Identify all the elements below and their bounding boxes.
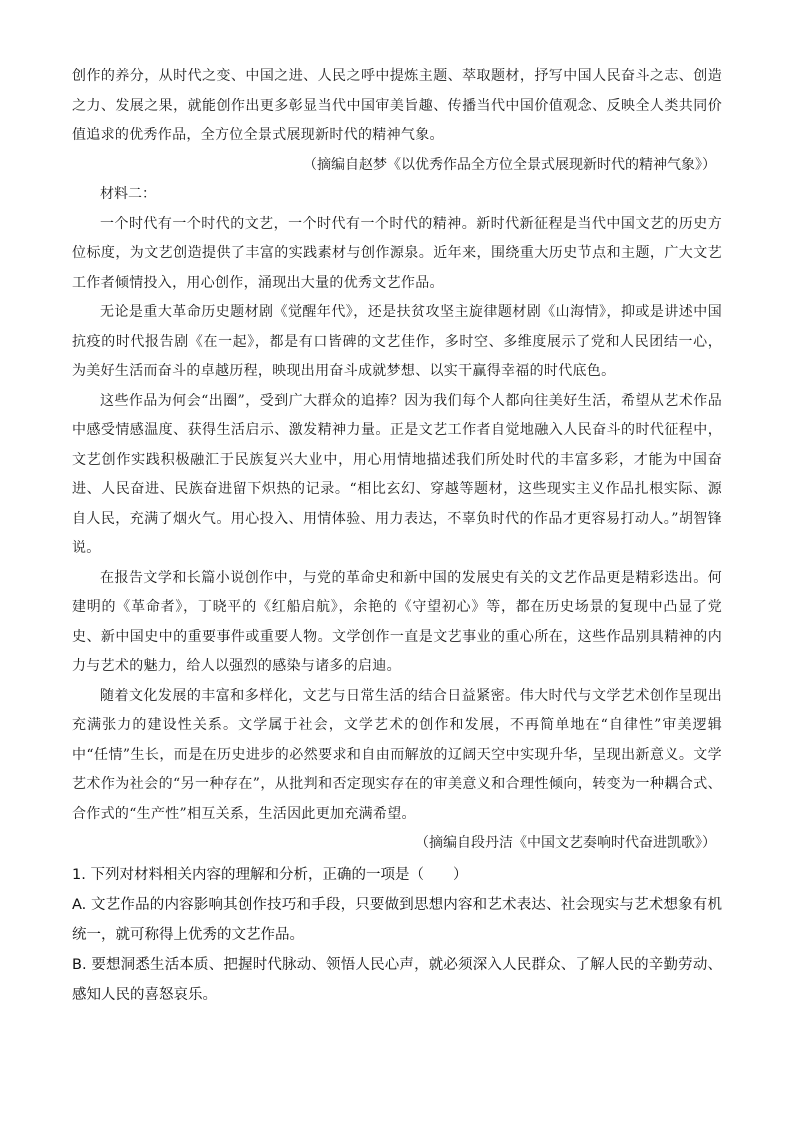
document-page [72, 62, 722, 1010]
material1-source: （摘编自赵梦《以优秀作品全方位全景式展现新时代的精神气象》） [303, 156, 716, 173]
question-1-stem: 1. 下列对材料相关内容的理解和分析，正确的一项是（ ） [72, 866, 468, 883]
material1-tail-paragraph: 创作的养分，从时代之变、中国之进、人民之呼中提炼主题、萃取题材，抒写中国人民奋斗之志、创造之力、发展之果，就能创作出更多彰显当代中国审美旨趣、传播当代中国价值观念、反映全人类共同价值追求的优秀作品，全方位全景式展现新时代的精神气象。 [72, 68, 722, 143]
material2-paragraph-2: 无论是重大革命历史题材剧《觉醒年代》，还是扶贫攻坚主旋律题材剧《山海情》，抑或是讲述中国抗疫的时代报告剧《在一起》，都是有口皆碑的文艺佳作，多时空、多维度展示了党和人民团结一心，为美好生活而奋斗的卓越历程，映现出用奋斗成就梦想、以实干赢得幸福的时代底色。 [72, 304, 722, 379]
material2-paragraph-5: 随着文化发展的丰富和多样化，文艺与日常生活的结合日益紧密。伟大时代与文学艺术创作呈现出充满张力的建设性关系。文学属于社会，文学艺术的创作和发展，不再简单地在“自律性”审美逻辑中“任情”生长，而是在历史进步的必然要求和自由而解放的辽阔天空中实现升华，呈现出新意义。文学艺术作为社会的“另一种存在”，从批判和否定现实存在的审美意义和合理性倾向，转变为一种耦合式、合作式的“生产性”相互关系，生活因此更加充满希望。 [72, 687, 722, 822]
question-1-option-b: B. 要想洞悉生活本质、把握时代脉动、领悟人民心声，就必须深入人民群众、了解人民的辛勤劳动、感知人民的喜怒哀乐。 [72, 957, 722, 1003]
material2-paragraph-3: 这些作品为何会“出圈”，受到广大群众的追捧？因为我们每个人都向往美好生活，希望从艺术作品中感受情感温度、获得生活启示、激发精神力量。正是文艺工作者自觉地融入人民奋斗的时代征程中，文艺创作实践积极融汇于民族复兴大业中，用心用情地描述我们所处时代的丰富多彩，才能为中国奋进、人民奋进、民族奋进留下炽热的记录。“相比玄幻、穿越等题材，这些现实主义作品扎根实际、源自人民，充满了烟火气。用心投入、用情体验、用力表达，不辜负时代的作品才更容易打动人。”胡智锋说。 [72, 392, 722, 556]
material2-paragraph-1: 一个时代有一个时代的文艺，一个时代有一个时代的精神。新时代新征程是当代中国文艺的历史方位标度，为文艺创造提供了丰富的实践素材与创作源泉。近年来，围绕重大历史节点和主题，广大文艺工作者倾情投入，用心创作，涌现出大量的优秀文艺作品。 [72, 215, 722, 291]
question-1-option-a: A. 文艺作品的内容影响其创作技巧和手段，只要做到思想内容和艺术表达、社会现实与艺术想象有机统一，就可称得上优秀的文艺作品。 [72, 897, 722, 943]
material2-source: （摘编自段丹洁《中国文艺奏响时代奋进凯歌》） [415, 835, 716, 851]
material2-paragraph-4: 在报告文学和长篇小说创作中，与党的革命史和新中国的发展史有关的文艺作品更是精彩迭出。何建明的《革命者》，丁晓平的《红船启航》，余艳的《守望初心》等，都在历史场景的复现中凸显了党史、新中国史中的重要事件或重要人物。文学创作一直是文艺事业的重心所在，这些作品别具精神的内力与艺术的魅力，给人以强烈的感染与诸多的启迪。 [72, 569, 722, 674]
material2-label: 材料二： [100, 186, 156, 202]
